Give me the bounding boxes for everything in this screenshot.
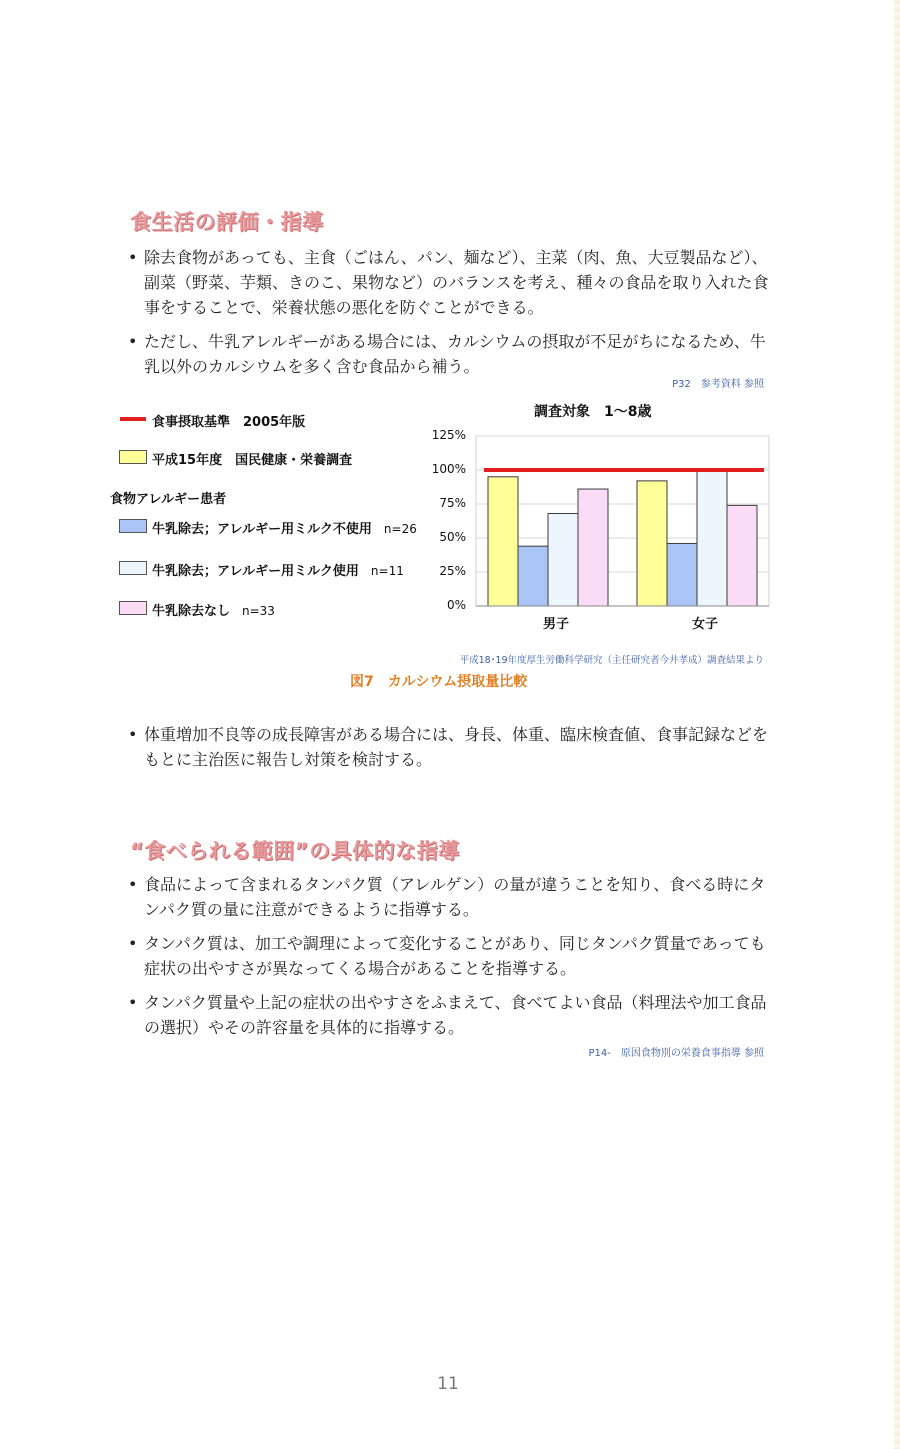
bar-0-0 [488, 477, 518, 606]
legend-n-no-elimination: n=33 [242, 604, 275, 618]
y-tick-label: 0% [446, 598, 466, 612]
list-item: • 除去食物があっても、主食（ごはん、パン、麺など）、主菜（肉、魚、大豆製品など）、副菜（野菜、芋類、きのこ、果物など）のバランスを考え、種々の食品を取り入れた食事をすることで、栄養状態の悪化を防ぐことができる。 [126, 245, 776, 320]
y-tick-label: 75% [439, 496, 466, 510]
plot-area [476, 436, 769, 606]
x-tick-label-girls: 女子 [691, 617, 718, 632]
y-tick-label: 25% [439, 564, 466, 578]
legend-n-no-milk-formula: n=26 [383, 522, 417, 536]
list-item: • タンパク質は、加工や調理によって変化することがあり、同じタンパク質量であっても症状の出やすさが異なってくる場合があることを指導する。 [126, 931, 776, 981]
list-item: • 体重増加不良等の成長障害がある場合には、身長、体重、臨床検査値、食事記録などをもとに主治医に報告し対策を検討する。 [126, 722, 776, 772]
y-tick-label: 100% [431, 462, 466, 476]
bar-0-3 [578, 489, 608, 606]
legend-swatch-milk-formula [119, 561, 147, 575]
figure-caption: 図7 カルシウム摂取量比較 [350, 674, 528, 690]
list-item: • 食品によって含まれるタンパク質（アレルゲン）の量が違うことを知り、食べる時にタンパク質の量に注意ができるように指導する。 [126, 872, 776, 922]
diet-evaluation-bullets [126, 245, 776, 379]
bar-1-1 [667, 543, 697, 606]
bar-1-0 [637, 481, 667, 606]
bar-1-2 [697, 471, 727, 606]
legend-swatch-national-survey [119, 450, 147, 464]
page-edge-decoration [894, 0, 900, 1449]
legend-group-label: 食物アレルギー患者 [110, 492, 227, 507]
legend-label-reference: 食事摂取基準 2005年版 [152, 415, 306, 430]
figure-source-note: 平成18･19年度厚生労働科学研究（主任研究者今井孝成）調査結果より [459, 655, 764, 666]
page-number: 11 [437, 1374, 459, 1394]
section-heading-edible-range: “食べられる範囲”の具体的な指導 [130, 839, 460, 863]
legend-label-no-elimination: 牛乳除去なし n=33 [152, 604, 275, 619]
growth-bullets [126, 722, 776, 772]
x-tick-label-boys: 男子 [542, 617, 569, 632]
section-heading-diet-evaluation: 食生活の評価・指導 [130, 210, 324, 234]
y-tick-label: 125% [431, 428, 466, 442]
chart-title: 調査対象 1～8歳 [534, 404, 652, 420]
legend-swatch-reference-line [120, 417, 146, 421]
bar-0-1 [518, 546, 548, 606]
legend-n-milk-formula: n=11 [370, 564, 404, 578]
list-item: • タンパク質量や上記の症状の出やすさをふまえて、食べてよい食品（料理法や加工食品の選択）やその許容量を具体的に指導する。 [126, 990, 776, 1040]
legend-label-national-survey: 平成15年度 国民健康・栄養調査 [152, 453, 353, 468]
reference-note-p32: P32 参考資料 参照 [672, 379, 764, 390]
reference-note-p14: P14- 原因食物別の栄養食事指導 参照 [588, 1048, 764, 1059]
legend-label-no-milk-formula: 牛乳除去；アレルギー用ミルク不使用 n=26 [152, 522, 417, 537]
bar-0-2 [548, 514, 578, 606]
list-item: • ただし、牛乳アレルギーがある場合には、カルシウムの摂取が不足がちになるため、牛乳以外のカルシウムを多く含む食品から補う。 [126, 329, 776, 379]
legend-swatch-no-milk-formula [119, 519, 147, 533]
legend-label-milk-formula: 牛乳除去；アレルギー用ミルク使用 n=11 [152, 564, 404, 579]
edible-range-bullets [126, 872, 776, 1040]
bar-1-3 [727, 505, 757, 606]
legend-swatch-no-elimination [119, 601, 147, 615]
y-tick-label: 50% [439, 530, 466, 544]
